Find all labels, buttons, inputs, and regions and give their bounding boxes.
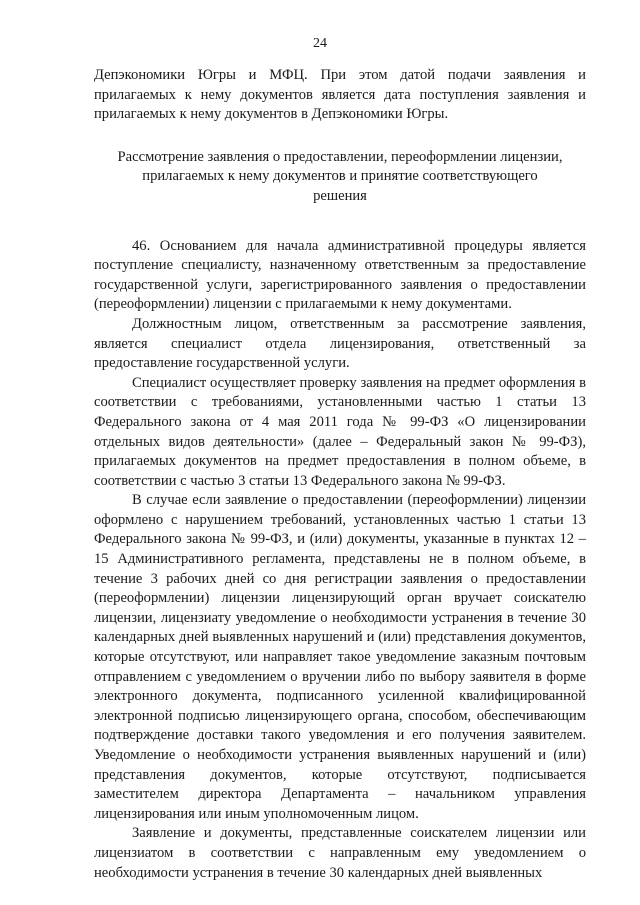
page-number: 24 (313, 36, 327, 51)
paragraph-violation-notice: В случае если заявление о предоставлении (переоформлении) лицензии оформлено с нарушением требований, установленных частью 1 статьи 13 Федерального закона № 99-ФЗ, и (или) документы, указанные в пунктах 12 – 15 Административного регламента, представлены не в полном объеме, в течение 3 рабочих дней со дня регистрации заявления о предоставлении (переоформлении) лицензии лицензирующий орган вручает соискателю лицензии, лицензиату уведомление о необходимости устранения в течение 30 календарных дней выявленных нарушений и (или) представления документов, которые отсутствуют, или направляет такое уведомление заказным почтовым отправлением с уведомлением о вручении либо по выбору заявителя в форме электронного документа, подписанного усиленной квалифицированной электронной подписью лицензирующего органа, способом, обеспечивающим подтверждение доставки такого уведомления и его получения заявителем. Уведомление о необходимости устранения выявленных нарушений и (или) представления документов, которые отсутствуют, подписывается заместителем директора Департамента – начальником управления лицензирования или иным уполномоченным лицом. (94, 492, 586, 822)
document-body (94, 66, 586, 883)
paragraph-46: 46. Основанием для начала административной процедуры является поступление специалисту, назначенному ответственным за предоставление государственной услуги, зарегистрированного заявления о предоставлении (переоформлении) лицензии с прилагаемыми к нему документами. (94, 237, 586, 313)
section-heading: Рассмотрение заявления о предоставлении, переоформлении лицензии, прилагаемых к нему документов и принятие соответствующего решения (117, 148, 563, 204)
paragraph-verification: Специалист осуществляет проверку заявления на предмет оформления в соответствии с требованиями, установленными частью 1 статьи 13 Федерального закона от 4 мая 2011 года № 99-ФЗ «О лицензировании отдельных видов деятельности» (далее – Федеральный закон № 99-ФЗ), прилагаемых документов на предмет предоставления в полном объеме, в соответствии с частью 3 статьи 13 Федерального закона № 99-ФЗ. (94, 374, 586, 489)
paragraph-resubmitted-documents: Заявление и документы, представленные соискателем лицензии или лицензиатом в соответствии с направленным ему уведомлением о необходимости устранения в течение 30 календарных дней выявленных (94, 825, 586, 881)
paragraph-continuation: Депэкономики Югры и МФЦ. При этом датой подачи заявления и прилагаемых к нему документов является дата поступления заявления и прилагаемых к нему документов в Депэкономики Югры. (94, 67, 586, 123)
paragraph-responsible-person: Должностным лицом, ответственным за рассмотрение заявления, является специалист отдела лицензирования, ответственный за предоставление государственной услуги. (94, 315, 586, 372)
